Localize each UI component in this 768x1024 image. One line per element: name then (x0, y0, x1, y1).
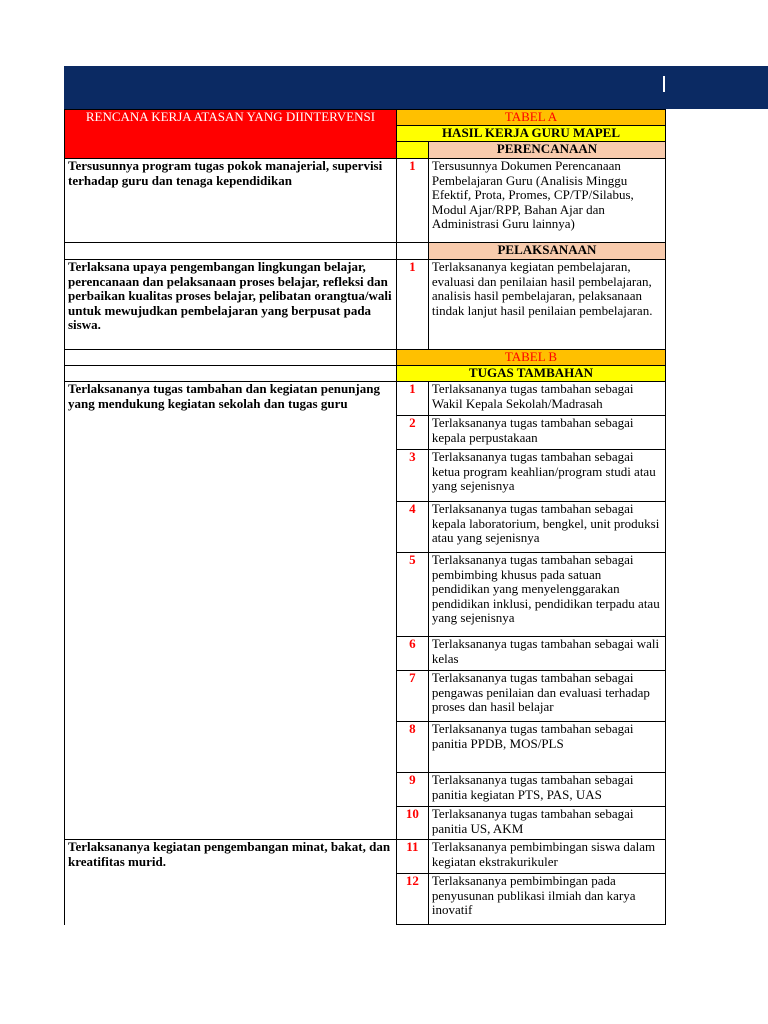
goal-2: Terlaksana upaya pengembangan lingkungan belajar, perencanaan dan pelaksanaan proses belajar, refleksi dan perbaikan kualitas proses belajar, pelibatan orangtua/wali untuk mewujudkan pembelajaran yang berpusat pada siswa. (65, 260, 397, 350)
goal-1: Tersusunnya program tugas pokok manajerial, supervisi terhadap guru dan tenaga kependidikan (65, 159, 397, 243)
row-text: Terlaksananya pembimbingan pada penyusunan publikasi ilmiah dan karya inovatif (428, 874, 665, 925)
row-text: Terlaksananya tugas tambahan sebagai panitia kegiatan PTS, PAS, UAS (428, 773, 665, 807)
row-number: 11 (396, 840, 428, 874)
row-text: Tersusunnya Dokumen Perencanaan Pembelajaran Guru (Analisis Minggu Efektif, Prota, Promes, CP/TP/Silabus, Modul Ajar/RPP, Bahan Ajar dan Administrasi Guru lainnya) (428, 159, 665, 243)
blank-cell (65, 350, 397, 366)
table-a-section: HASIL KERJA GURU MAPEL (396, 126, 665, 142)
row-number: 1 (396, 382, 428, 416)
table-row (65, 382, 666, 416)
row-text: Terlaksananya tugas tambahan sebagai pengawas penilaian dan evaluasi terhadap proses dan hasil belajar (428, 671, 665, 722)
row-number: 6 (396, 637, 428, 671)
blank-cell (65, 243, 397, 260)
blank-cell (396, 142, 428, 159)
row-number: 2 (396, 416, 428, 450)
work-plan-table (64, 109, 666, 925)
row-text: Terlaksananya kegiatan pembelajaran, evaluasi dan penilaian hasil pembelajaran, analisis hasil pembelajaran, pelaksanaan tindak lanjut hasil penilaian pembelajaran. (428, 260, 665, 350)
perencanaan-header: PERENCANAAN (428, 142, 665, 159)
goal-4: Terlaksananya kegiatan pengembangan minat, bakat, dan kreatifitas murid. (65, 840, 397, 925)
row-text: Terlaksananya tugas tambahan sebagai Wakil Kepala Sekolah/Madrasah (428, 382, 665, 416)
table-row (65, 350, 666, 366)
header-row-1 (65, 110, 666, 126)
row-text: Terlaksananya tugas tambahan sebagai kepala laboratorium, bengkel, unit produksi atau yang sejenisnya (428, 502, 665, 553)
table-b-title: TABEL B (396, 350, 665, 366)
table-row (65, 366, 666, 382)
pelaksanaan-header: PELAKSANAAN (428, 243, 665, 260)
row-text: Terlaksananya tugas tambahan sebagai ketua program keahlian/program studi atau yang sejenisnya (428, 450, 665, 502)
table-row (65, 260, 666, 350)
row-number: 12 (396, 874, 428, 925)
banner-mark (663, 76, 665, 92)
row-text: Terlaksananya tugas tambahan sebagai panitia PPDB, MOS/PLS (428, 722, 665, 773)
row-number: 7 (396, 671, 428, 722)
goal-3: Terlaksananya tugas tambahan dan kegiatan penunjang yang mendukung kegiatan sekolah dan tugas guru (65, 382, 397, 840)
row-number: 1 (396, 260, 428, 350)
row-text: Terlaksananya tugas tambahan sebagai kepala perpustakaan (428, 416, 665, 450)
table-a-title: TABEL A (396, 110, 665, 126)
row-text: Terlaksananya tugas tambahan sebagai panitia US, AKM (428, 807, 665, 840)
table-row (65, 840, 666, 874)
row-text: Terlaksananya tugas tambahan sebagai wali kelas (428, 637, 665, 671)
row-number: 1 (396, 159, 428, 243)
row-number: 10 (396, 807, 428, 840)
left-header: RENCANA KERJA ATASAN YANG DIINTERVENSI (65, 110, 397, 159)
blank-cell (65, 366, 397, 382)
blank-cell (396, 243, 428, 260)
table-row (65, 159, 666, 243)
row-number: 8 (396, 722, 428, 773)
row-number: 3 (396, 450, 428, 502)
row-text: Terlaksananya tugas tambahan sebagai pembimbing khusus pada satuan pendidikan yang menyelenggarakan pendidikan inklusi, pendidikan terpadu atau yang sejenisnya (428, 553, 665, 637)
row-number: 4 (396, 502, 428, 553)
row-number: 9 (396, 773, 428, 807)
table-row (65, 243, 666, 260)
row-text: Terlaksananya pembimbingan siswa dalam kegiatan ekstrakurikuler (428, 840, 665, 874)
row-number: 5 (396, 553, 428, 637)
table-b-section: TUGAS TAMBAHAN (396, 366, 665, 382)
